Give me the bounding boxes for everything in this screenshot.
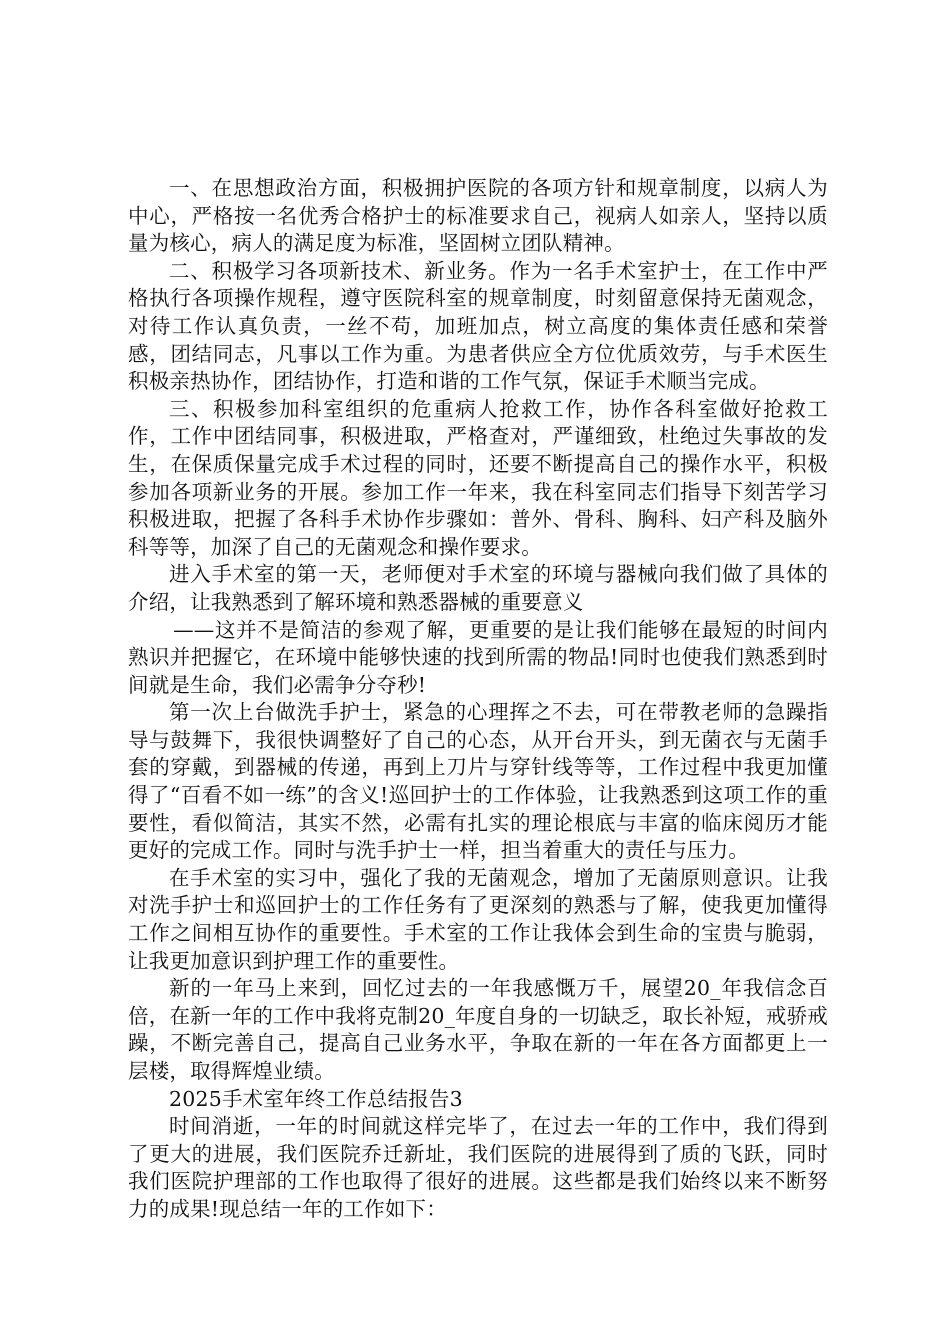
paragraph-closing: 时间消逝，一年的时间就这样完毕了，在过去一年的工作中，我们得到了更大的进展，我们医院乔迁新址，我们医院的进展得到了质的飞跃，同时我们医院护理部的工作也取得了很好的进展。这些都是我们始终以来不断努力的成果!现总结一年的工作如下： bbox=[128, 1114, 828, 1221]
document-body bbox=[128, 175, 828, 1224]
paragraph-new-year: 新的一年马上来到，回忆过去的一年我感慨万千，展望20_年我信念百倍，在新一年的工作中我将克制20_年度自身的一切缺乏，取长补短，戒骄戒躁，不断完善自己，提高自己业务水平，争取在新的一年在各方面都更上一层楼，取得辉煌业绩。 bbox=[128, 976, 828, 1083]
paragraph-learning: 二、积极学习各项新技术、新业务。作为一名手术室护士，在工作中严格执行各项操作规程，遵守医院科室的规章制度，时刻留意保持无菌观念，对待工作认真负责，一丝不苟，加班加点，树立高度的集体责任感和荣誉感，团结同志，凡事以工作为重。为患者供应全方位优质效劳，与手术医生积极亲热协作，团结协作，打造和谐的工作气氛，保证手术顺当完成。 bbox=[128, 258, 828, 394]
paragraph-internship: 在手术室的实习中，强化了我的无菌观念，增加了无菌原则意识。让我对洗手护士和巡回护士的工作任务有了更深刻的熟悉与了解，使我更加懂得工作之间相互协作的重要性。手术室的工作让我体会到生命的宝贵与脆弱，让我更加意识到护理工作的重要性。 bbox=[128, 865, 828, 973]
paragraph-rescue: 三、积极参加科室组织的危重病人抢救工作，协作各科室做好抢救工作，工作中团结同事，积极进取，严格查对，严谨细致，杜绝过失事故的发生，在保质保量完成手术过程的同时，还要不断提高自己的操作水平，积极参加各项新业务的开展。参加工作一年来，我在科室同志们指导下刻苦学习积极进取，把握了各科手术协作步骤如：普外、骨科、胸科、妇产科及脑外科等等，加深了自己的无菌观念和操作要求。 bbox=[128, 396, 828, 559]
paragraph-scrub-nurse: 第一次上台做洗手护士，紧急的心理挥之不去，可在带教老师的急躁指导与鼓舞下，我很快调整好了自己的心态，从开台开头，到无菌衣与无菌手套的穿戴，到器械的传递，再到上刀片与穿针线等等，工作过程中我更加懂得了“百看不如一练”的含义!巡回护士的工作体验，让我熟悉到这项工作的重要性，看似简洁，其实不然，必需有扎实的理论根底与丰富的临床阅历才能更好的完成工作。同时与洗手护士一样，担当着重大的责任与压力。 bbox=[128, 700, 828, 863]
paragraph-familiarize: ——这并不是简洁的参观了解，更重要的是让我们能够在最短的时间内熟识并把握它，在环境中能够快速的找到所需的物品!同时也使我们熟悉到时间就是生命，我们必需争分夺秒! bbox=[128, 617, 828, 697]
section-heading: 2025手术室年终工作总结报告3 bbox=[169, 1086, 463, 1111]
paragraph-first-day: 进入手术室的第一天，老师便对手术室的环境与器械向我们做了具体的介绍，让我熟悉到了解环境和熟悉器械的重要意义 bbox=[128, 562, 828, 614]
paragraph-political: 一、在思想政治方面，积极拥护医院的各项方针和规章制度，以病人为中心，严格按一名优秀合格护士的标准要求自己，视病人如亲人，坚持以质量为核心，病人的满足度为标准，坚固树立团队精神。 bbox=[128, 176, 828, 256]
